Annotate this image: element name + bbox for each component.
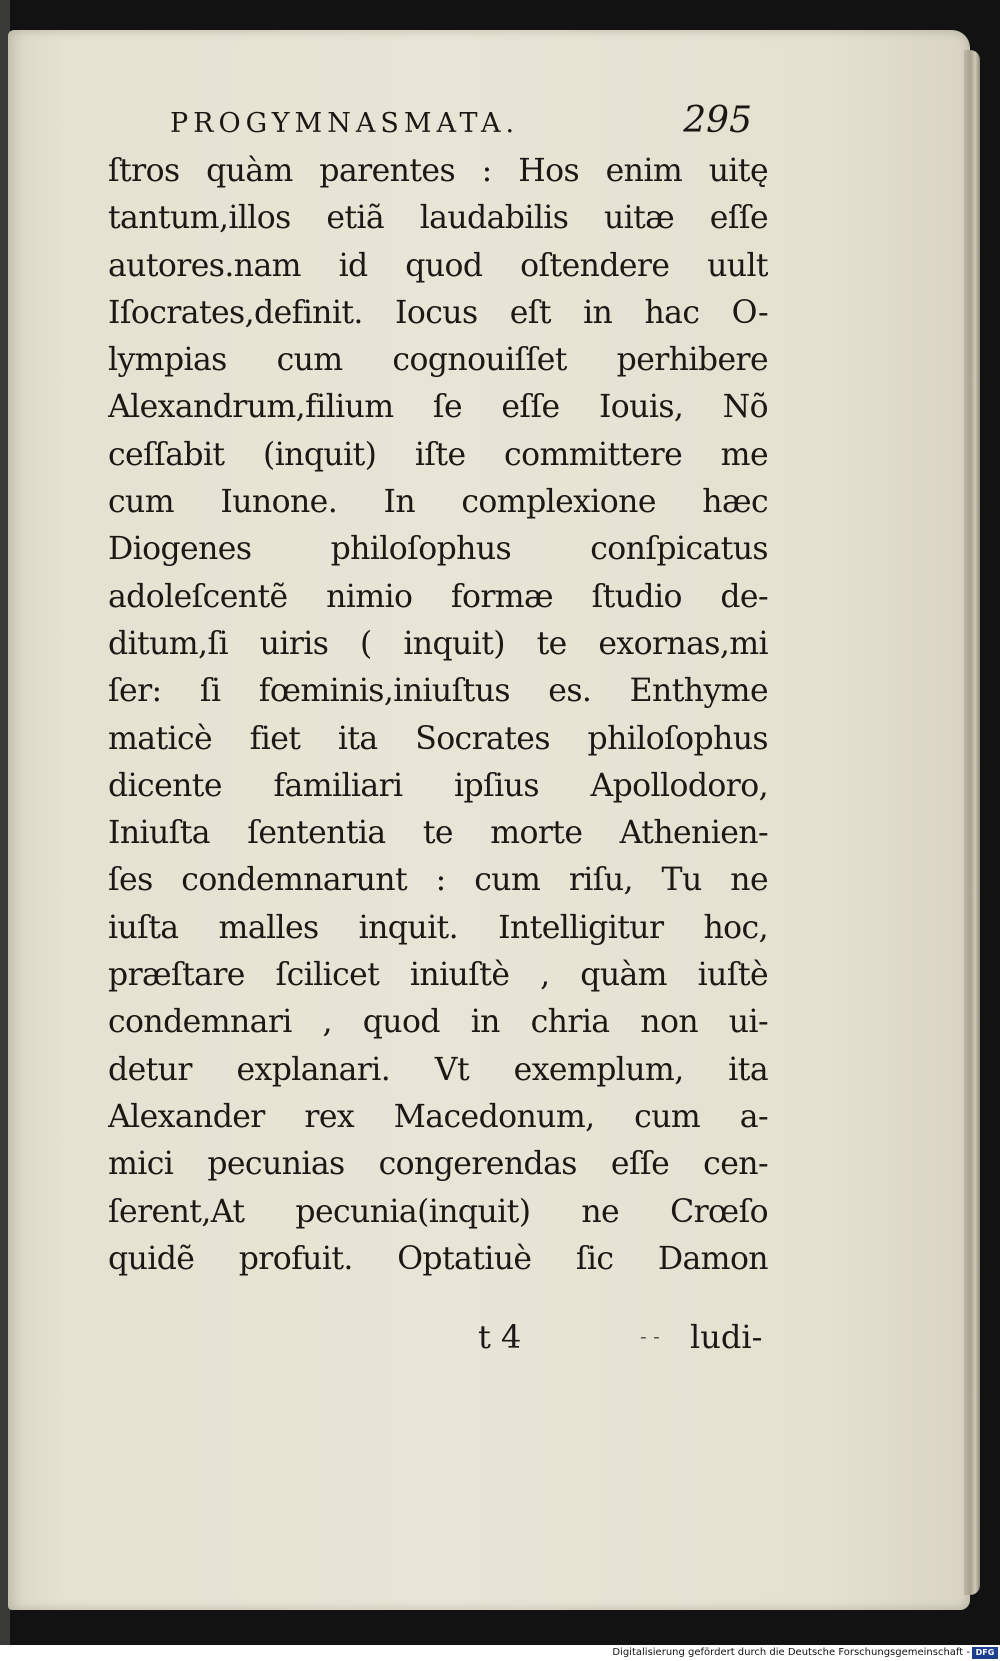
signature-dash: - -: [640, 1324, 660, 1348]
page-fore-edge: [964, 50, 980, 1595]
text-line: autores.nam id quod oſtendere uult: [108, 247, 768, 284]
text-line: quidẽ profuit. Optatiuè ſic Damon: [108, 1240, 768, 1277]
running-head: [100, 100, 760, 150]
text-line: ſerent,At pecunia(inquit) ne Crœſo: [108, 1193, 768, 1230]
footer-credit: Digitalisierung gefördert durch die Deutsche Forschungsgemeinschaft -: [612, 1647, 970, 1658]
catchword: ludi-: [690, 1318, 763, 1356]
page-number: 295: [683, 100, 752, 141]
body-text: [108, 148, 768, 1283]
text-line: cum Iunone. In complexione hæc: [108, 484, 768, 521]
text-line: ditum,ſi uiris ( inquit) te exornas,mi: [108, 625, 768, 662]
text-line: Iſocrates,definit. Iocus eſt in hac O-: [108, 294, 768, 331]
text-line: lympias cum cognouiſſet perhibere: [108, 342, 768, 379]
text-line: maticè fiet ita Socrates philoſophus: [108, 720, 768, 757]
text-line: adoleſcentẽ nimio formæ ſtudio de-: [108, 578, 768, 615]
text-line: condemnari , quod in chria non ui-: [108, 1004, 768, 1041]
text-line: Alexandrum,filium ſe eſſe Iouis, Nõ: [108, 389, 768, 426]
text-line: præſtare ſcilicet iniuſtè , quàm iuſtè: [108, 957, 768, 994]
digitization-footer: [0, 1645, 1000, 1661]
text-line: Alexander rex Macedonum, cum a-: [108, 1098, 768, 1135]
text-line: Diogenes philoſophus conſpicatus: [108, 531, 768, 568]
text-line: dicente familiari ipſius Apollodoro,: [108, 767, 768, 804]
text-line: iuſta malles inquit. Intelligitur hoc,: [108, 909, 768, 946]
text-line: ceſſabit (inquit) iſte committere me: [108, 436, 768, 473]
text-line: ſer: ſi fœminis,iniuſtus es. Enthyme: [108, 673, 768, 710]
text-line: ſes condemnarunt : cum riſu, Tu ne: [108, 862, 768, 899]
dfg-logo: DFG: [972, 1647, 998, 1659]
signature-line: [108, 1318, 768, 1368]
text-line: ſtros quàm parentes : Hos enim uitę: [108, 153, 768, 189]
text-line: mici pecunias congerendas eſſe cen-: [108, 1146, 768, 1183]
text-line: Iniuſta ſententia te morte Athenien-: [108, 815, 768, 852]
running-head-title: PROGYMNASMATA.: [170, 108, 520, 139]
text-line: tantum,illos etiã laudabilis uitæ eſſe: [108, 200, 768, 237]
text-line: detur explanari. Vt exemplum, ita: [108, 1051, 768, 1088]
signature-mark: t 4: [478, 1318, 522, 1356]
